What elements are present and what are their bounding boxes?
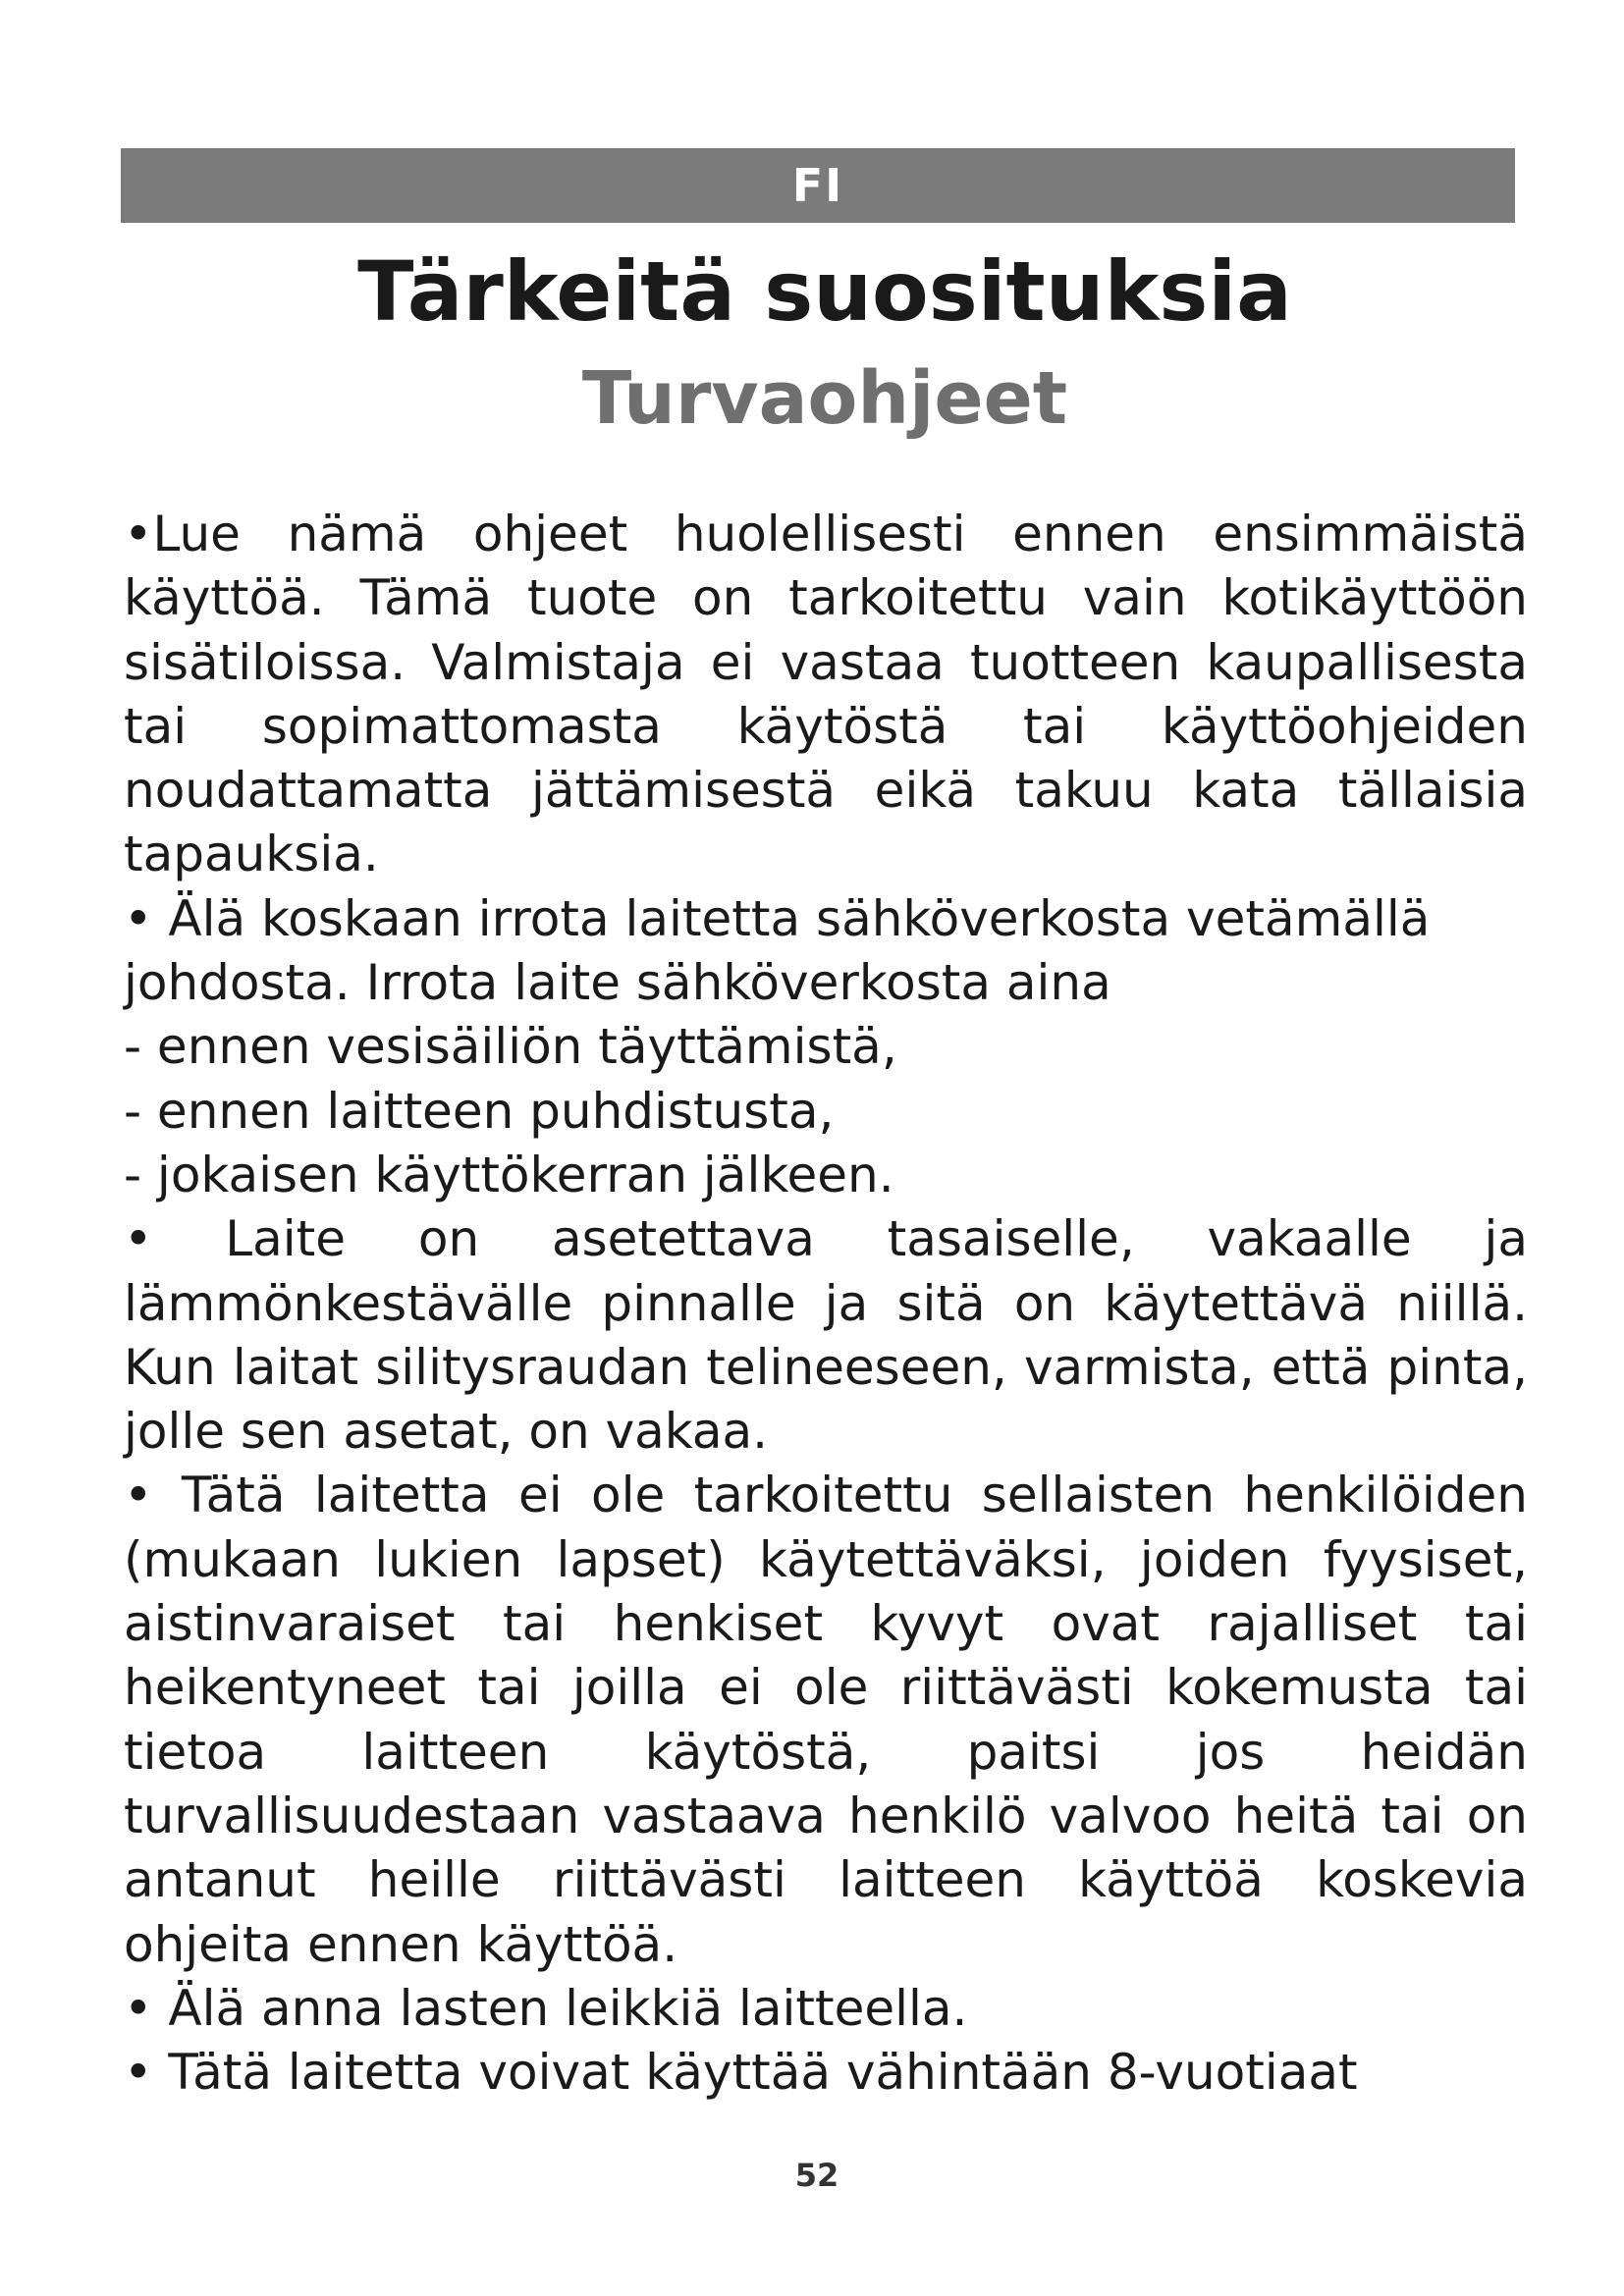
paragraph: • Älä koskaan irrota laitetta sähköverkosta vetämällä johdosta. Irrota laite sähköverkosta aina <box>124 889 1431 1012</box>
list-item: - jokaisen käyttökerran jälkeen. <box>124 1146 894 1203</box>
safety-instructions <box>124 503 1528 2105</box>
list-item: - ennen laitteen puhdistusta, <box>124 1082 835 1140</box>
list-item: - ennen vesisäiliön täyttämistä, <box>124 1018 897 1076</box>
paragraph: • Tätä laitetta voivat käyttää vähintään 8-vuotiaat <box>124 2044 1358 2102</box>
language-header-bar <box>121 148 1515 223</box>
page-title: Tärkeitä suosituksia <box>357 243 1292 340</box>
language-code: FI <box>791 159 844 212</box>
paragraph: • Tätä laitetta ei ole tarkoitettu sellaisten henkilöiden (mukaan lukien lapset) käytettäväksi, joiden fyysiset, aistinvaraiset tai henkiset kyvyt ovat rajalliset tai heikentyneet tai joilla ei ole riittävästi kokemusta tai tietoa laitteen käytöstä, paitsi jos heidän turvallisuudestaan vastaava henkilö valvoo heitä tai on antanut heille riittävästi laitteen käyttöä koskevia ohjeita ennen käyttöä. <box>124 1467 1528 1973</box>
page-subtitle: Turvaohjeet <box>581 356 1068 441</box>
page-number: 52 <box>794 2157 839 2194</box>
paragraph: • Älä anna lasten leikkiä laitteella. <box>124 1979 968 2037</box>
paragraph: •Lue nämä ohjeet huolellisesti ennen ensimmäistä käyttöä. Tämä tuote on tarkoitettu vain kotikäyttöön sisätiloissa. Valmistaja ei vastaa tuotteen kaupallisesta tai sopimattomasta käytöstä tai käyttöohjeiden noudattamatta jättämisestä eikä takuu kata tällaisia tapauksia. <box>124 506 1528 883</box>
paragraph: • Laite on asetettava tasaiselle, vakaalle ja lämmönkestävälle pinnalle ja sitä on käytettävä niillä. Kun laitat silitysraudan telineeseen, varmista, että pinta, jolle sen asetat, on vakaa. <box>124 1210 1528 1461</box>
